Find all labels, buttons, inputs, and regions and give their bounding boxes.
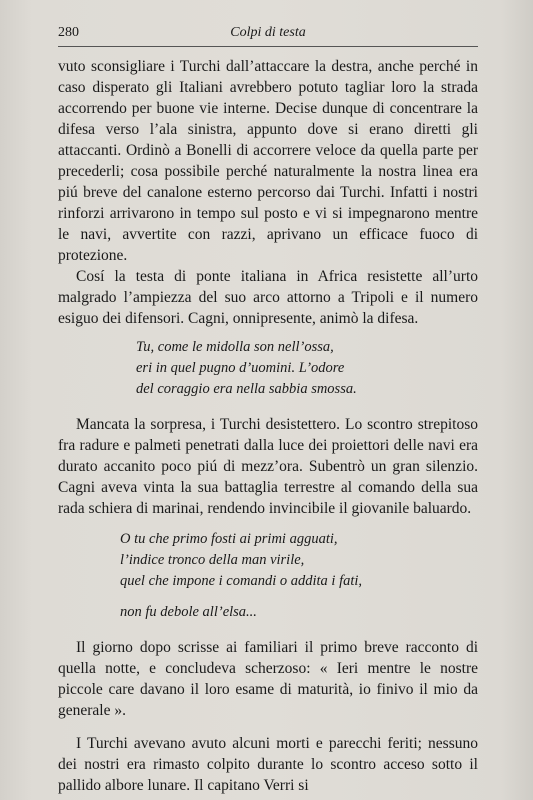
paragraph-4: Il giorno dopo scrisse ai familiari il primo breve racconto di quella notte, e concludeva scherzoso: « Ieri mentre le nostre piccole care davano il loro esame di maturità, io finivo il mio da generale ».: [58, 639, 478, 719]
verse-quote-2: [58, 529, 478, 592]
paragraph-1: vuto sconsigliare i Turchi dall’attaccare la destra, anche perché in caso disperato gli Italiani avrebbero potuto tagliar loro la strada accorrendo per buone vie interne. Decise dunque di concentrare la difesa verso l’ala sinistra, appunto dove si erano diretti gli attaccanti. Ordinò a Bonelli di accorrere veloce da quella parte per precederli; cosa possibile perché naturalmente la nostra linea era piú breve del canalone esterno percorso dai Turchi. Infatti i nostri rinforzi arrivarono in tempo sul posto e vi si impegnarono mentre le navi, avvertite con razzi, aprivano un efficace fuoco di protezione.: [58, 58, 478, 264]
page-header: [58, 25, 478, 45]
verse-line: del coraggio era nella sabbia smossa.: [136, 381, 357, 397]
verse-line: quel che impone i comandi o addita i fati,: [120, 573, 363, 589]
verse-line: l’indice tronco della man virile,: [120, 552, 305, 568]
verse-line: eri in quel pugno d’uomini. L’odore: [136, 360, 345, 376]
verse-line: Tu, come le midolla son nell’ossa,: [136, 339, 334, 355]
paragraph-5: I Turchi avevano avuto alcuni morti e parecchi feriti; nessuno dei nostri era rimasto colpito durante lo scontro acceso sotto il pallido albore lunare. Il capitano Verri si: [58, 735, 478, 794]
paragraph-gap: [58, 721, 478, 733]
running-title: Colpi di testa: [230, 25, 306, 40]
verse-quote-1: [58, 337, 478, 400]
page-number: 280: [58, 25, 79, 40]
verse-quote-3: [58, 602, 478, 623]
paragraph-3: Mancata la sorpresa, i Turchi desistettero. Lo scontro strepitoso fra radure e palmeti penetrati dalla luce dei proiettori delle navi era durato accanito poco piú di mezz’ora. Subentrò un gran silenzio. Cagni aveva vinta la sua battaglia terrestre al comando della sua rada schiera di marinai, rendendo invincibile il giovanile baluardo.: [58, 416, 478, 517]
page-body: [58, 56, 478, 796]
verse-line: non fu debole all’elsa...: [120, 604, 257, 620]
paragraph-2: Cosí la testa di ponte italiana in Africa resistette all’urto malgrado l’ampiezza del suo arco attorno a Tripoli e il numero esiguo dei difensori. Cagni, onnipresente, animò la difesa.: [58, 268, 478, 327]
header-rule: [58, 46, 478, 47]
verse-line: O tu che primo fosti ai primi agguati,: [120, 531, 338, 547]
